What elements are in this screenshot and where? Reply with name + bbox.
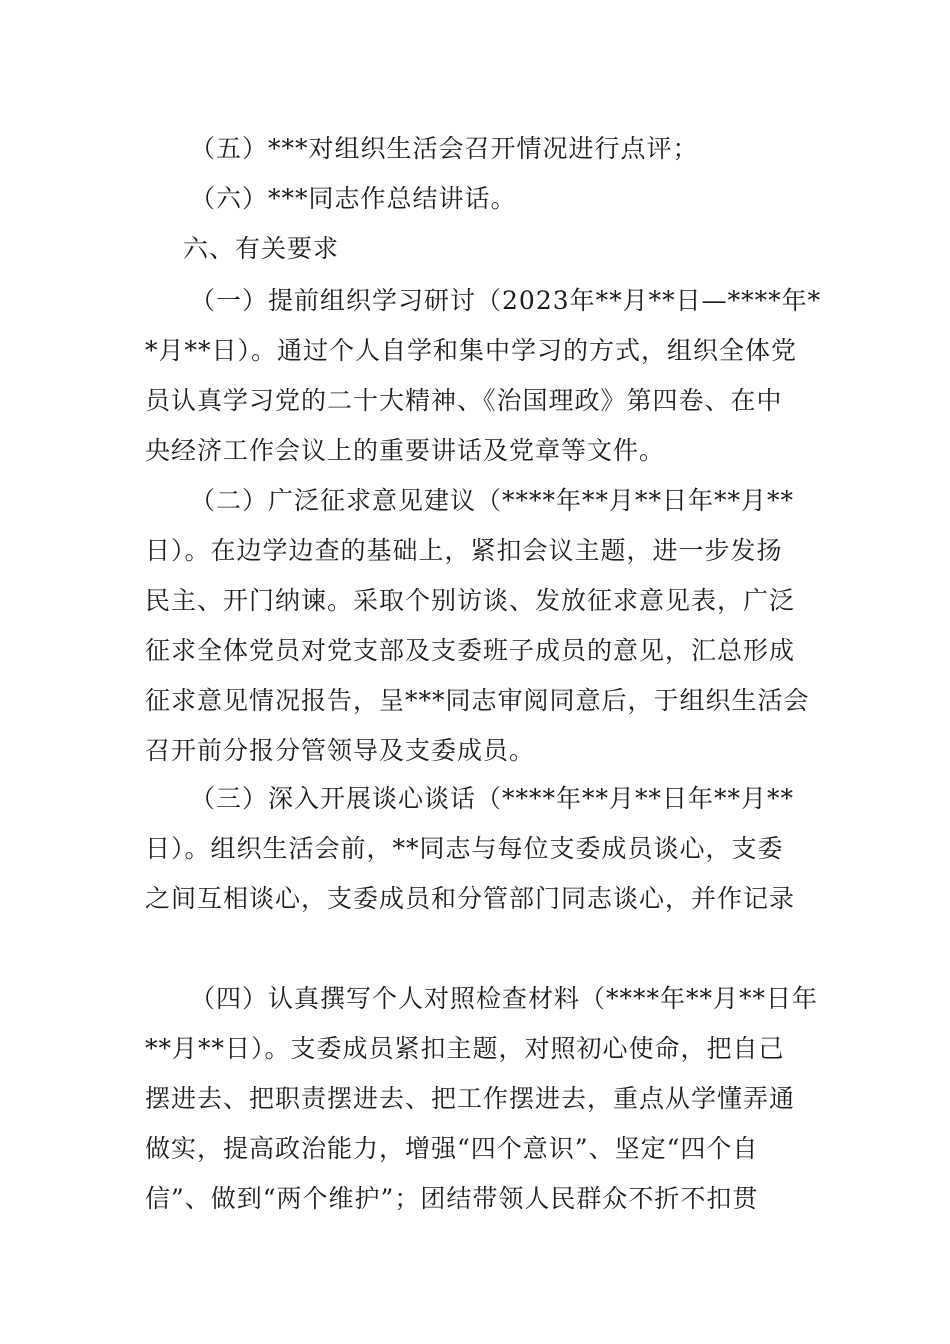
text-line: 征求全体党员对党支部及支委班子成员的意见，汇总形成 (145, 636, 796, 665)
text-line: 召开前分报分管领导及支委成员。 (145, 736, 536, 765)
text-line: *月**日）。通过个人自学和集中学习的方式，组织全体党 (145, 336, 798, 365)
text-line: 摆进去、把职责摆进去、把工作摆进去，重点从学懂弄通 (145, 1084, 796, 1113)
text-line: 日）。在边学边查的基础上，紧扣会议主题，进一步发扬 (145, 536, 783, 565)
text-line: （三）深入开展谈心谈话（****年**月**日年**月** (190, 784, 795, 813)
text-line: 做实，提高政治能力，增强“四个意识”、坚定“四个自 (145, 1134, 759, 1163)
text-line: （二）广泛征求意见建议（****年**月**日年**月** (190, 486, 795, 515)
text-line: （五）***对组织生活会召开情况进行点评； (190, 134, 699, 163)
section-heading: 六、有关要求 (183, 234, 340, 263)
text-line: 征求意见情况报告，呈***同志审阅同意后，于组织生活会 (145, 686, 810, 715)
text-line: **月**日）。支委成员紧扣主题，对照初心使命，把自己 (145, 1034, 785, 1063)
text-line: 信”、做到“两个维护”；团结带领人民群众不折不扣贯 (145, 1184, 759, 1213)
text-line: 民主、开门纳谏。采取个别访谈、发放征求意见表，广泛 (145, 586, 796, 615)
text-line: 央经济工作会议上的重要讲话及党章等文件。 (145, 436, 666, 465)
text-line: 员认真学习党的二十大精神、《治国理政》第四卷、在中 (145, 386, 783, 415)
text-line: （六）***同志作总结讲话。 (190, 184, 517, 213)
text-line: （一）提前组织学习研讨（2023年**月**日—****年* (190, 286, 822, 315)
text-line: 日）。组织生活会前，**同志与每位支委成员谈心，支委 (145, 834, 784, 863)
text-line: （四）认真撰写个人对照检查材料（****年**月**日年 (190, 984, 819, 1013)
text-line: 之间互相谈心，支委成员和分管部门同志谈心，并作记录 (145, 884, 796, 913)
